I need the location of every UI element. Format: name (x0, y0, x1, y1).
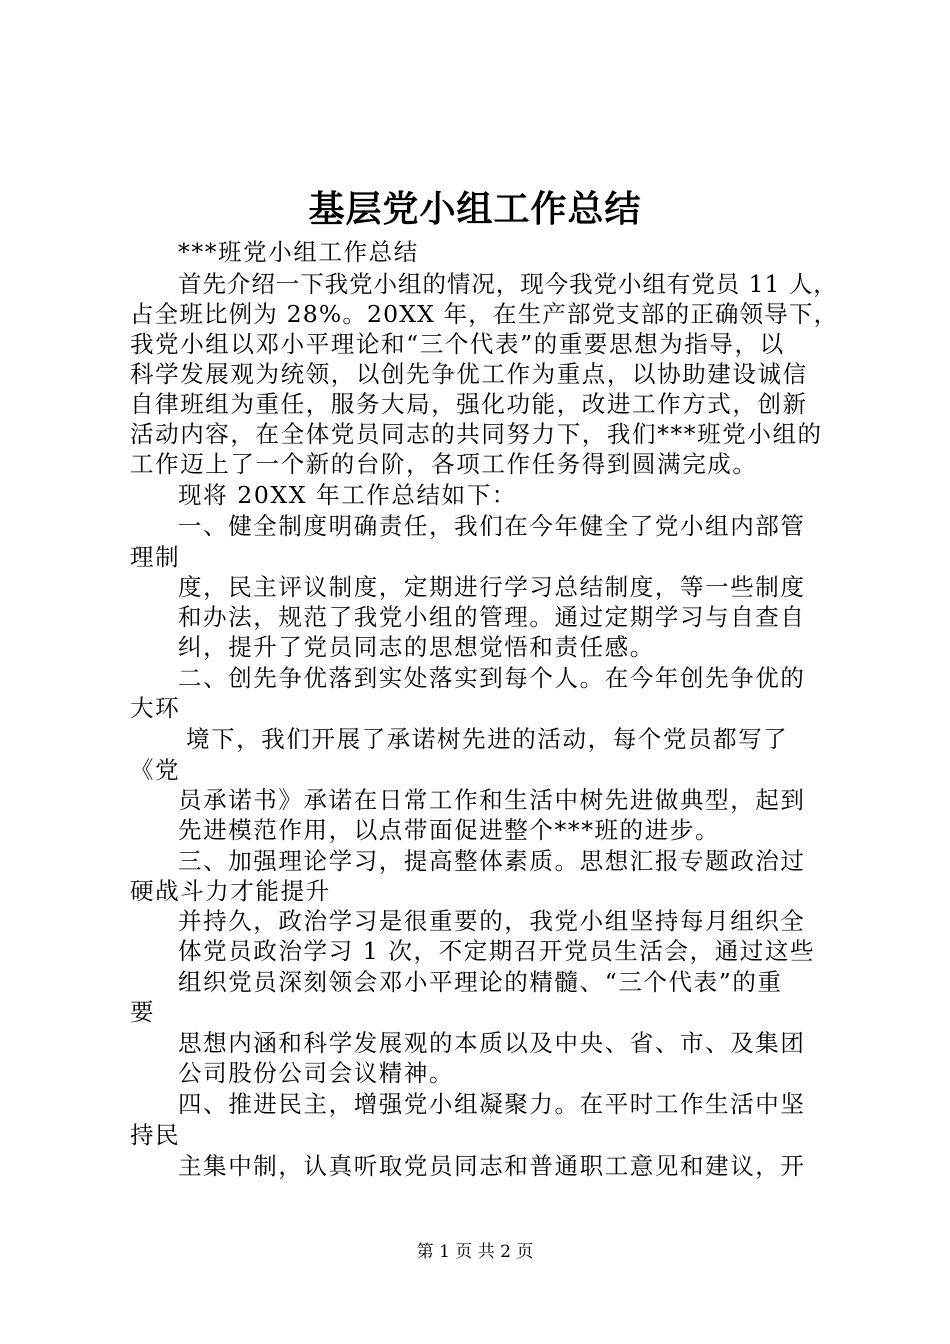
body-line: 境下，我们开展了承诺树先进的活动，每个党员都写了 (186, 725, 789, 753)
body-line: 度，民主评议制度，定期进行学习总结制度，等一些制度 (178, 573, 806, 601)
body-line: 三、加强理论学习，提高整体素质。思想汇报专题政治过 (178, 847, 806, 875)
body-line: 组织党员深刻领会邓小平理论的精髓、“三个代表”的重 (178, 968, 783, 996)
body-line: 二、创先争优落到实处落实到每个人。在今年创先争优的 (178, 664, 806, 692)
page-number-footer: 第 1 页 共 2 页 (416, 1242, 534, 1262)
body-line: 自律班组为重任，服务大局，强化功能，改进工作方式，创新 (130, 390, 808, 418)
body-line: 科学发展观为统领，以创先争优工作为重点，以协助建设诚信 (130, 360, 808, 388)
body-line: 思想内涵和科学发展观的本质以及中央、省、市、及集团 (178, 1029, 806, 1057)
body-line: 我党小组以邓小平理论和“三个代表”的重要思想为指导，以 (130, 330, 785, 358)
body-line: 体党员政治学习 1 次，不定期召开党员生活会，通过这些 (178, 937, 816, 965)
document-title: 基层党小组工作总结 (308, 188, 642, 230)
body-line: 公司股份公司会议精神。 (178, 1059, 455, 1087)
body-line: 一、健全制度明确责任，我们在今年健全了党小组内部管 (178, 512, 806, 540)
body-line: 先进模范作用，以点带面促进整个***班的进步。 (178, 816, 721, 844)
body-line: 大环 (130, 694, 181, 722)
body-line: 占全班比例为 28%。20XX 年，在生产部党支部的正确领导下， (130, 300, 839, 328)
body-line: 《党 (130, 756, 181, 784)
body-line: 纠，提升了党员同志的思想觉悟和责任感。 (178, 633, 655, 661)
body-line: 首先介绍一下我党小组的情况，现今我党小组有党员 11 人， (178, 270, 838, 298)
body-line: 并持久，政治学习是很重要的，我党小组坚持每月组织全 (178, 907, 806, 935)
body-line: 硬战斗力才能提升 (130, 877, 331, 905)
body-line: ***班党小组工作总结 (178, 238, 419, 266)
body-line: 持民 (130, 1121, 181, 1149)
body-line: 和办法，规范了我党小组的管理。通过定期学习与自查自 (178, 603, 806, 631)
body-line: 工作迈上了一个新的台阶，各项工作任务得到圆满完成。 (130, 450, 758, 478)
body-line: 活动内容，在全体党员同志的共同努力下，我们***班党小组的 (130, 420, 823, 448)
body-line: 要 (130, 998, 156, 1026)
body-line: 员承诺书》承诺在日常工作和生活中树先进做典型，起到 (178, 786, 806, 814)
body-line: 四、推进民主，增强党小组凝聚力。在平时工作生活中坚 (178, 1090, 806, 1118)
body-line: 理制 (130, 543, 181, 571)
body-line: 现将 20XX 年工作总结如下： (178, 481, 517, 509)
body-line: 主集中制，认真听取党员同志和普通职工意见和建议，开 (178, 1152, 806, 1180)
